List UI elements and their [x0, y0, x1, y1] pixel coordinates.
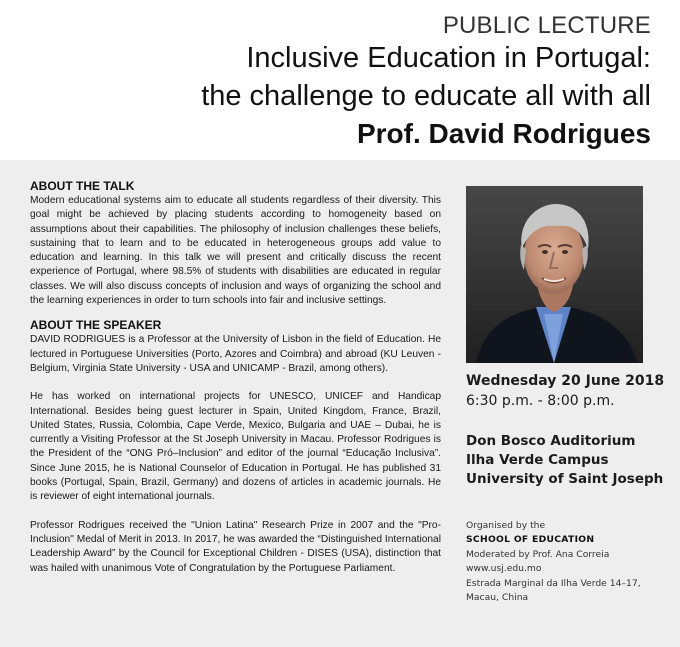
- organiser-info: [466, 519, 666, 605]
- speaker-bio-paragraph-3: Professor Rodrigues received the "Union Latina" Research Prize in 2007 and the "Pro-Inclusion" Medal of Merit in 2013. In 2017, he was awarded the “Distinguished International Leadership Award” by the Council for Exceptional Children - DISES (USA), distinction that was hailed with unanimous Vote of Congratulation by the Portuguese Parliament.: [30, 519, 441, 574]
- school-name: SCHOOL OF EDUCATION: [466, 534, 595, 546]
- lecture-title-line-1: Inclusive Education in Portugal:: [246, 42, 651, 74]
- about-talk-body: Modern educational systems aim to educate all students regardless of their diversity. This goal might be achieved by placing students according to homogeneity based on assumptions about their capabilities. The philosophy of inclusion challenges these beliefs, sustaining that to learn and to be educated in heterogeneous groups add value to education and learning. In this talk we will present and critically discuss the recent experience of Portugal, where 98.5% of students with disabilities are educated in regular classes. We will also discuss concepts of inclusion and ways of organizing the school and the learning experiences in order to turn schools into fair and inclusive settings.: [30, 195, 441, 307]
- description-column: [30, 179, 441, 576]
- organised-by-label: Organised by the: [466, 520, 546, 531]
- venue-university: University of Saint Joseph: [466, 471, 664, 487]
- event-type-label: PUBLIC LECTURE: [442, 12, 651, 39]
- venue-auditorium: Don Bosco Auditorium: [466, 433, 636, 449]
- section-spacer: [30, 308, 441, 318]
- speaker-bio-paragraph-1: DAVID RODRIGUES is a Professor at the University of Lisbon in the field of Education. He lectured in Portuguese Universities (Porto, Azores and Coimbra) and abroad (KU Leuven - Belgium, Virginia State University - USA and UNICAMP - Brazil, among others).: [30, 334, 441, 374]
- moderator-line: Moderated by Prof. Ana Correia: [466, 548, 610, 560]
- poster-content: [0, 160, 680, 647]
- about-talk-heading: ABOUT THE TALK: [30, 179, 135, 193]
- poster-header: [0, 0, 680, 160]
- about-speaker-heading: ABOUT THE SPEAKER: [30, 318, 162, 333]
- address-line-2: Macau, China: [466, 592, 529, 604]
- event-time: 6:30 p.m. - 8:00 p.m.: [466, 393, 615, 409]
- lecture-title-line-2: the challenge to educate all with all: [201, 80, 651, 112]
- venue-campus: Ilha Verde Campus: [466, 452, 609, 468]
- website-url: www.usj.edu.mo: [466, 563, 542, 575]
- speaker-name: Prof. David Rodrigues: [356, 118, 651, 149]
- speaker-photo: [466, 186, 643, 363]
- address-line-1: Estrada Marginal da Ilha Verde 14–17,: [466, 577, 641, 589]
- speaker-bio-paragraph-2: He has worked on international projects for UNESCO, UNICEF and Handicap International. Besides being guest lecturer in Spain, United Kingdom, France, Brazil, United States, Russia, Colombia, Cape Verde, Mexico, Bulgaria and UAE – Dubai, he is currently a Visiting Professor at the St Joseph University in Macau. Professor Rodrigues is the President of the “ONG Pró–Inclusion” and editor of the journal “Educação Inclusiva”. Since June 2015, he is National Counselor of Education in Portugal. He has published 31 books (Portugal, Spain, Brazil, Germany) and dozens of articles in academic journals. He is reviewer of eight international journals.: [30, 391, 441, 503]
- event-date: Wednesday 20 June 2018: [466, 373, 665, 389]
- speaker-portrait-illustration: [466, 186, 643, 363]
